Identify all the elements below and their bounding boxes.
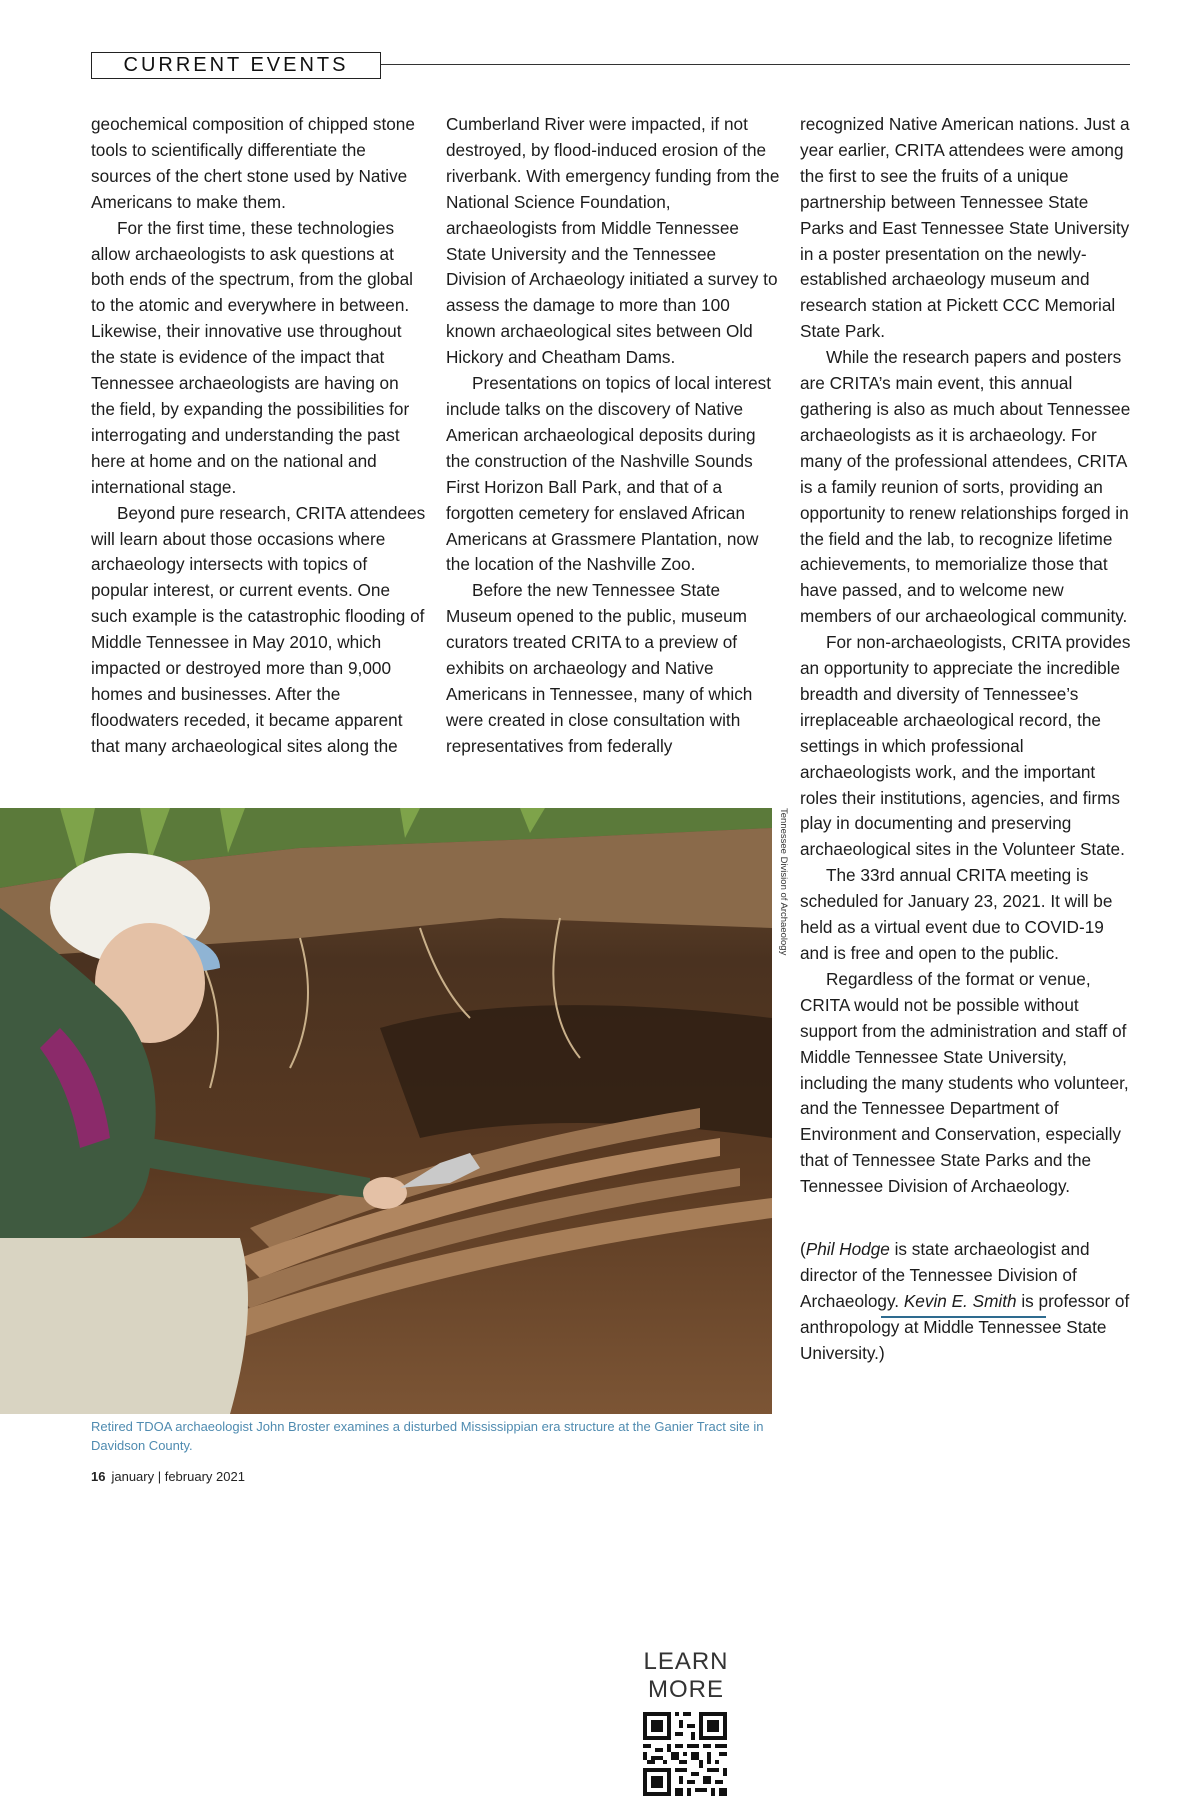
paragraph: Cumberland River were impacted, if not destroyed, by flood-induced erosion of the riverbank. With emergency funding from the National Science Foundation, archaeologists from Middle Tennessee State University and the Tennessee Division of Archaeology initiated a survey to assess the damage to more than 100 known archaeological sites between Old Hickory and Cheatham Dams. [446,114,780,368]
paragraph: geochemical composition of chipped stone tools to scientifically differentiate the sources of the chert stone used by Native Americans to make them. [91,114,415,212]
author-name: Phil Hodge [805,1239,890,1260]
photo-credit: Tennessee Division of Archaeology [778,808,789,956]
paragraph: The 33rd annual CRITA meeting is scheduled for January 23, 2021. It will be held as a virtual event due to COVID-19 and is free and open to the public. [800,865,1113,963]
section-header [91,52,381,79]
paragraph: While the research papers and posters are CRITA’s main event, this annual gathering is also as much about Tennessee archaeologists as it is archaeology. For many of the professional attendees, CRITA is a family reunion of sorts, providing an opportunity to renew relationships forged in the field and the lab, to recognize lifetime achievements, to memorialize those that have passed, and to welcome new members of our archaeological community. [800,347,1131,627]
issue-date: january | february 2021 [111,1469,245,1484]
paragraph: For non-archaeologists, CRITA provides an opportunity to appreciate the incredible breadth and diversity of Tennessee’s irreplaceable archaeological record, the settings in which professional archaeologists work, and the important roles their institutions, agencies, and firms play in documenting and preserving archaeological sites in the Volunteer State. [800,632,1131,860]
paragraph: For the first time, these technologies allow archaeologists to ask questions at both ends of the spectrum, from the global to the atomic and everywhere in between. Likewise, their innovative use throughout the state is evidence of the impact that Tennessee archaeologists are having on the field, by expanding the possibilities for interrogating and understanding the past here at home and on the national and international stage. [91,217,413,497]
section-label: CURRENT EVENTS [123,54,349,76]
more-label: MORE [648,1676,724,1703]
article-column-2 [446,112,781,760]
paragraph: Before the new Tennessee State Museum opened to the public, museum curators treated CRITA to a preview of exhibits on archaeology and Native Americans in Tennessee, many of which were created in close consultation with representatives from federally [446,580,753,756]
article-column-3 [800,112,1135,1367]
learn-label: LEARN [643,1648,729,1675]
paragraph: recognized Native American nations. Just a year earlier, CRITA attendees were among the first to see the fruits of a unique partnership between Tennessee State Parks and East Tennessee State University in a poster presentation on the newly-established archaeology museum and research station at Pickett CCC Memorial State Park. [800,114,1130,342]
qr-code-icon[interactable] [643,1712,727,1796]
photo-caption: Retired TDOA archaeologist John Broster examines a disturbed Mississippian era structure at the Ganier Tract site in Davidson County. [91,1419,764,1453]
page-footer [91,1469,245,1484]
page-number: 16 [91,1469,106,1484]
author-bio: (Phil Hodge is state archaeologist and director of the Tennessee Division of Archaeology. Kevin E. Smith is professor of anthropology at Middle Tennessee State University.) [800,1239,1130,1363]
bio-divider [881,1316,1046,1318]
header-rule [381,64,1130,65]
learn-more-badge[interactable] [629,1636,743,1806]
article-column-1 [91,112,426,760]
paragraph: Presentations on topics of local interest include talks on the discovery of Native American archaeological deposits during the construction of the Nashville Sounds First Horizon Ball Park, and that of a forgotten cemetery for enslaved African Americans at Grassmere Plantation, now the location of the Nashville Zoo. [446,373,772,575]
author-name: Kevin E. Smith [903,1290,1017,1311]
paragraph: Beyond pure research, CRITA attendees will learn about those occasions where archaeology intersects with topics of popular interest, or current events. One such example is the catastrophic flooding of Middle Tennessee in May 2010, which impacted or destroyed more than 9,000 homes and businesses. After the floodwaters receded, it became apparent that many archaeological sites along the [91,502,426,756]
photo-illustration [0,808,772,1414]
paragraph: Regardless of the format or venue, CRITA would not be possible without support from the administration and staff of Middle Tennessee State University, including the many students who volunteer, and the Tennessee Department of Environment and Conservation, especially that of Tennessee State Parks and the Tennessee Division of Archaeology. [800,968,1129,1197]
